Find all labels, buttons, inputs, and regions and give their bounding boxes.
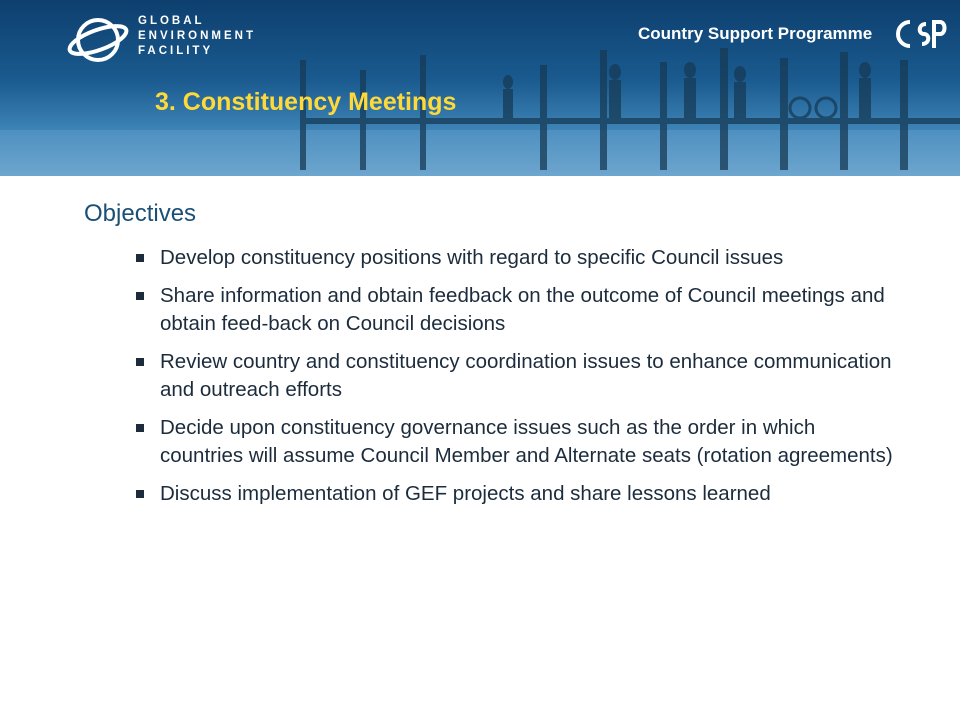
- square-bullet-icon: [136, 424, 144, 432]
- globe-orbit-icon: [66, 12, 130, 68]
- list-item-text: Discuss implementation of GEF projects and share lessons learned: [160, 482, 771, 505]
- gef-logo: [66, 12, 266, 68]
- list-item: [84, 480, 904, 508]
- slide-title: 3. Constituency Meetings: [155, 88, 457, 116]
- csp-logo-icon: [892, 14, 948, 54]
- square-bullet-icon: [136, 358, 144, 366]
- list-item: [84, 244, 904, 272]
- objectives-heading: Objectives: [84, 200, 197, 227]
- gef-line-2: ENVIRONMENT: [138, 30, 256, 42]
- list-item: [84, 282, 904, 338]
- list-item-text: Share information and obtain feedback on the outcome of Council meetings and obtain feed-back on Council decisions: [160, 284, 885, 335]
- slide-content: [84, 200, 904, 518]
- square-bullet-icon: [136, 292, 144, 300]
- list-item-text: Decide upon constituency governance issues such as the order in which countries will assume Council Member and Alternate seats (rotation agreements): [160, 416, 893, 467]
- list-item-text: Review country and constituency coordination issues to enhance communication and outreach efforts: [160, 350, 892, 401]
- list-item-text: Develop constituency positions with regard to specific Council issues: [160, 246, 784, 269]
- list-item: [84, 414, 904, 470]
- gef-line-1: GLOBAL: [138, 15, 205, 27]
- objectives-list: [84, 244, 904, 508]
- header-banner: [0, 0, 960, 176]
- square-bullet-icon: [136, 490, 144, 498]
- gef-line-3: FACILITY: [138, 45, 214, 57]
- list-item: [84, 348, 904, 404]
- gef-wordmark: [138, 14, 256, 59]
- programme-title: Country Support Programme: [638, 24, 873, 43]
- square-bullet-icon: [136, 254, 144, 262]
